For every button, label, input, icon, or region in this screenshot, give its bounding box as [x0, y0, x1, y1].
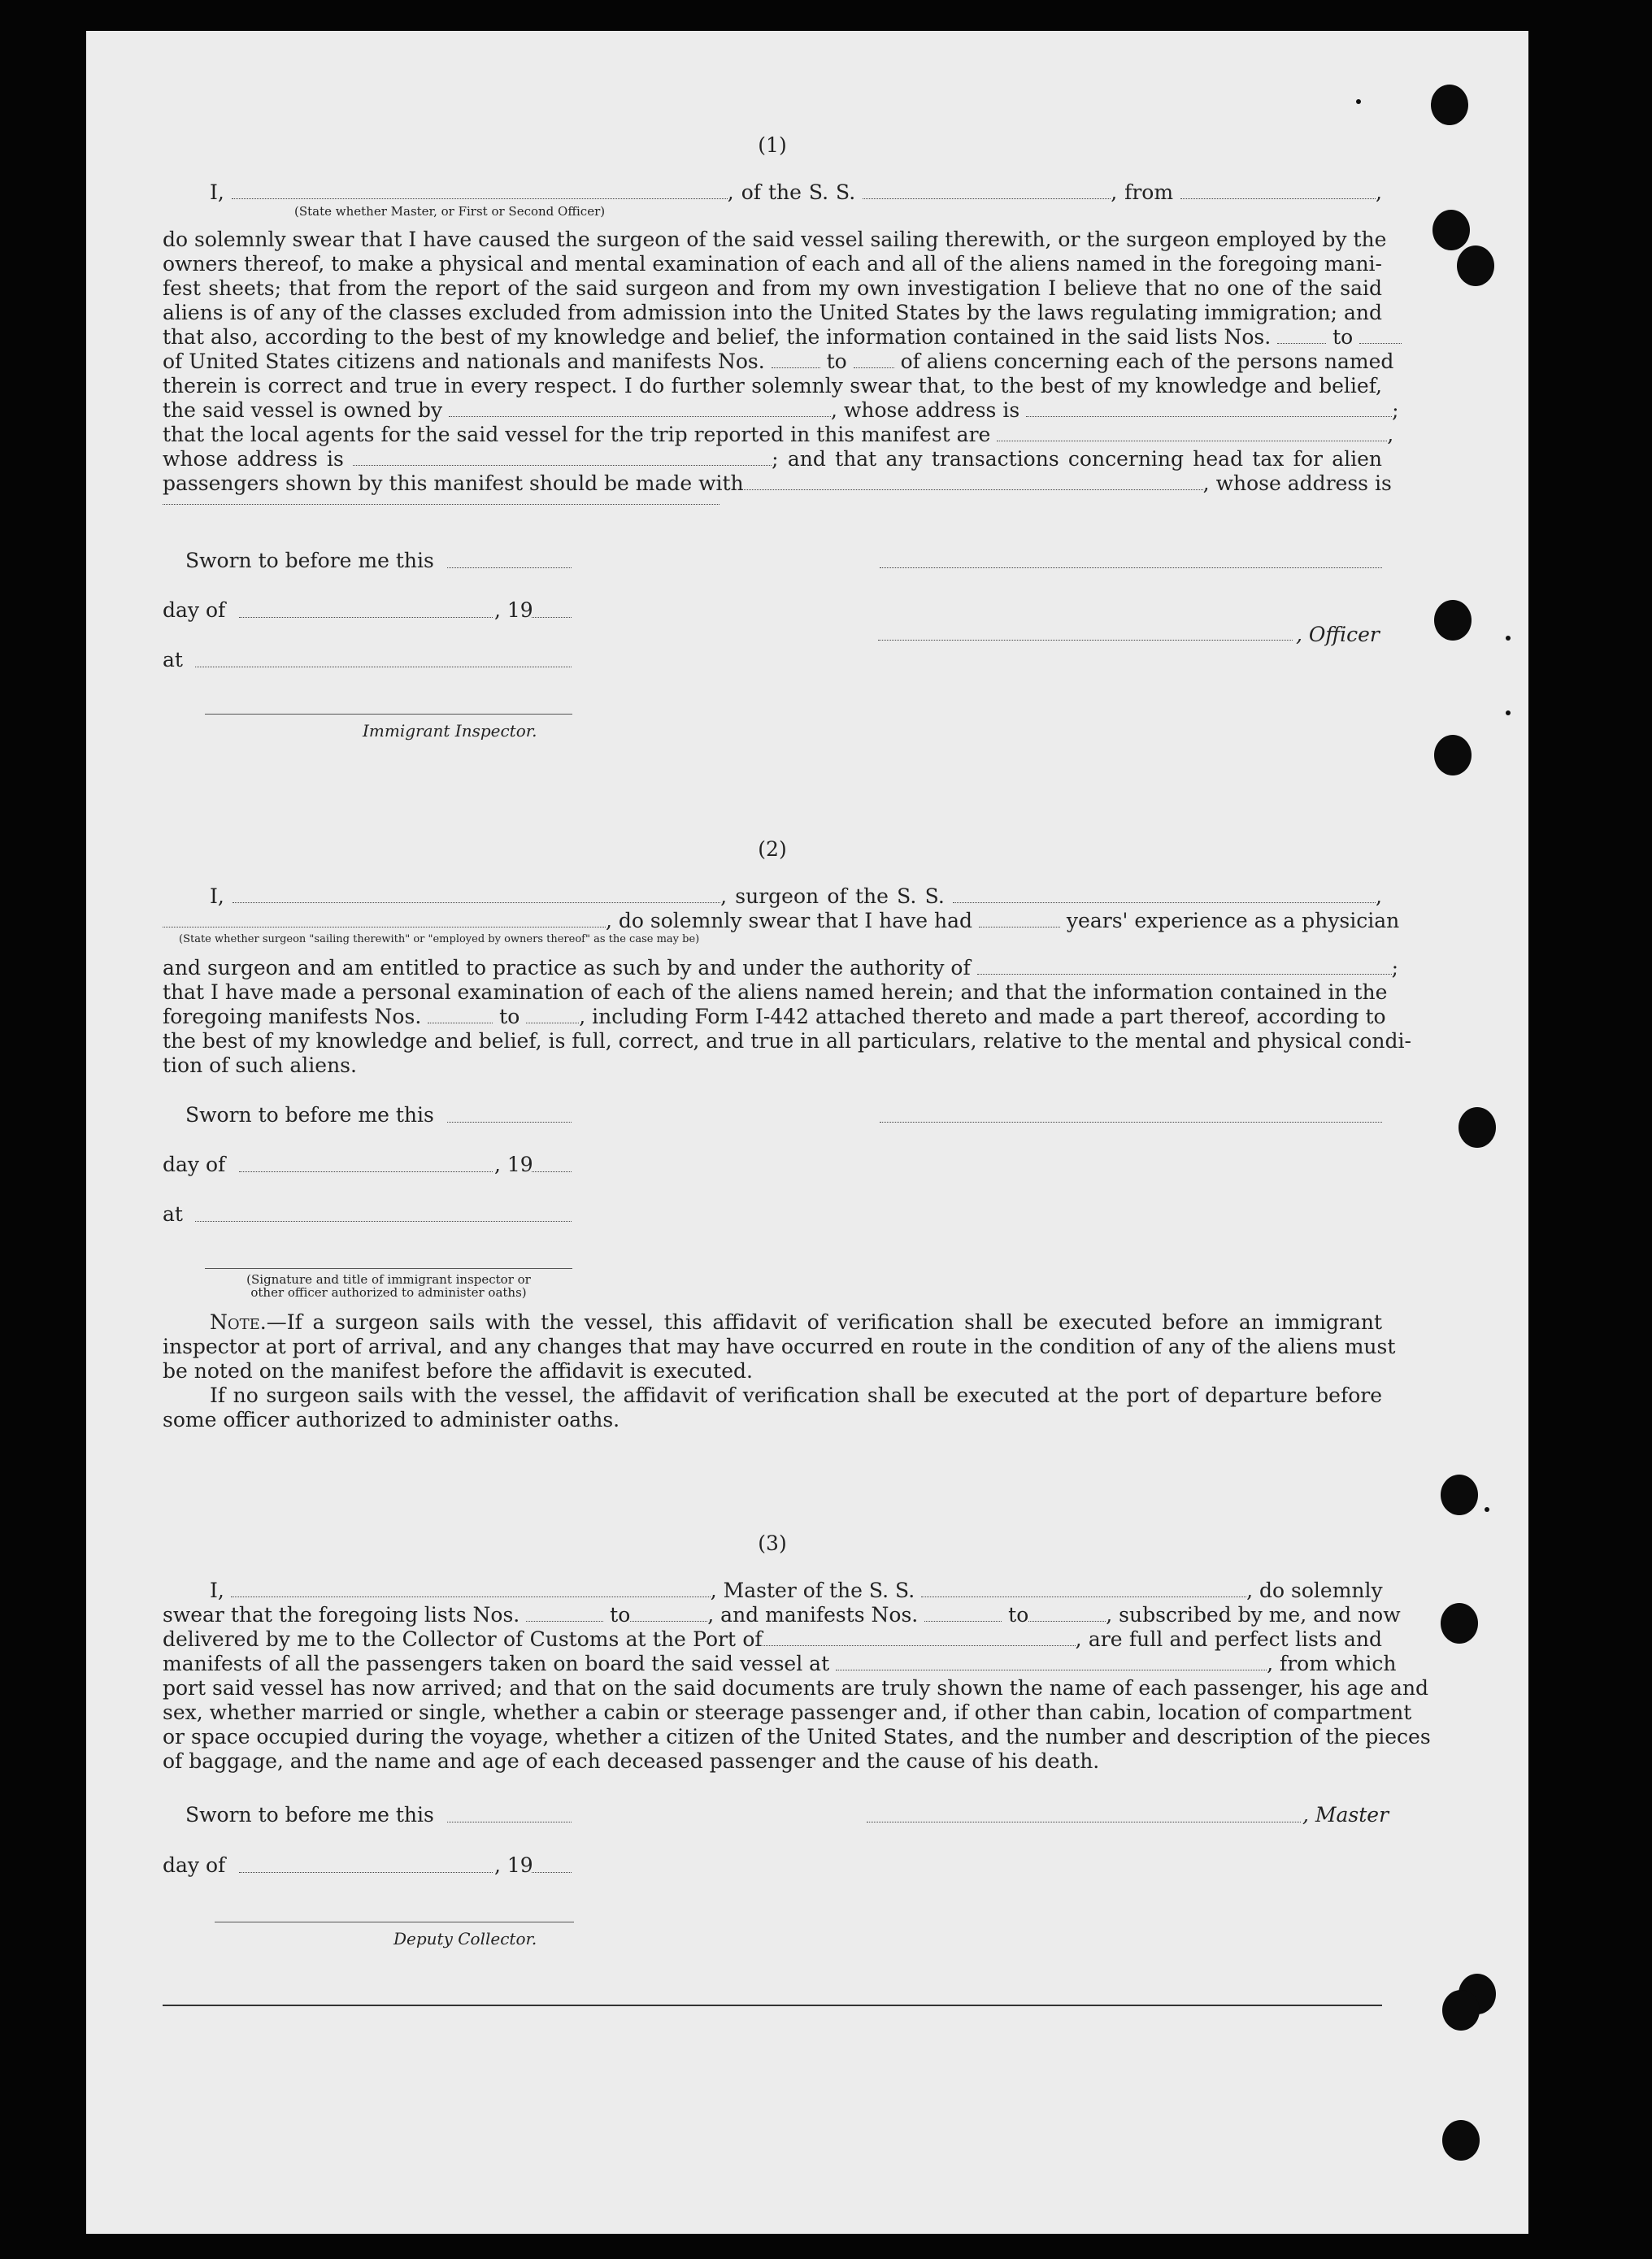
s2-sworn-label: Sworn to before me this: [185, 1103, 434, 1127]
s1-line-6: that also, according to the best of my knowledge and belief, the information contained in the said lists Nos. to: [163, 325, 1382, 350]
s1-at-label: at: [163, 648, 183, 671]
s3-sworn-field[interactable]: [447, 1820, 572, 1822]
s2-line-1: I, , surgeon of the S. S. ,: [210, 884, 1382, 908]
s2-year-label: , 19: [494, 1153, 533, 1176]
s1-at-field[interactable]: [195, 665, 572, 667]
s1-line-7: of United States citizens and nationals and manifests Nos. to of aliens concerning each of the persons named: [163, 350, 1394, 373]
s1-day-field[interactable]: [239, 615, 493, 618]
s2-year-field[interactable]: [532, 1170, 572, 1172]
s2-note-line-1: Note.—If a surgeon sails with the vessel, this affidavit of verification shall be executed before an immigrant: [210, 1310, 1382, 1334]
punch-hole: [1441, 1475, 1478, 1515]
s2-line-6: the best of my knowledge and belief, is full, correct, and true in all particulars, relative to the mental and physical condi-: [163, 1029, 1411, 1053]
punch-hole: [1441, 1603, 1478, 1644]
s2-note-line-3: be noted on the manifest before the affidavit is executed.: [163, 1359, 753, 1383]
punch-hole: [1442, 2120, 1480, 2161]
punch-hole: [1434, 735, 1472, 775]
s1-sworn-label: Sworn to before me this: [185, 549, 434, 572]
s3-day-label: day of: [163, 1853, 226, 1877]
s3-master-field[interactable]: [867, 1820, 1301, 1822]
s3-line-3: delivered by me to the Collector of Customs at the Port of , are full and perfect lists and: [163, 1627, 1382, 1651]
s1-line-12: passengers shown by this manifest should be made with , whose address is: [163, 471, 1392, 495]
s3-line-1: I, , Master of the S. S. , do solemnly: [210, 1579, 1383, 1602]
s2-line-5: foregoing manifests Nos. to , including Form I-442 attached thereto and made a part thereof, according to: [163, 1005, 1386, 1028]
s1-officer-hint: (State whether Master, or First or Second Officer): [294, 204, 606, 219]
s1-line-10: that the local agents for the said vessel for the trip reported in this manifest are ,: [163, 423, 1394, 446]
s2-line-4: that I have made a personal examination of each of the aliens named herein; and that the information contained in the: [163, 980, 1388, 1004]
s1-officer-field[interactable]: [878, 638, 1293, 641]
s2-day-label: day of: [163, 1153, 226, 1176]
s2-surgeon-hint: (State whether surgeon "sailing therewith" or "employed by owners thereof" as the case may be): [179, 933, 700, 945]
s3-year-label: , 19: [494, 1853, 533, 1877]
s1-day-label: day of: [163, 598, 226, 622]
speck: [1506, 710, 1511, 715]
s1-line-4: fest sheets; that from the report of the said surgeon and from my own investigation I believe that no one of the said: [163, 276, 1382, 300]
s1-line-3: owners thereof, to make a physical and mental examination of each and all of the aliens named in the foregoing mani-: [163, 252, 1382, 276]
s1-inspector-line: [205, 714, 572, 715]
s3-line-6: sex, whether married or single, whether a cabin or steerage passenger and, if other than cabin, location of compartment: [163, 1701, 1412, 1724]
punch-hole: [1442, 1990, 1480, 2031]
s1-line-8: therein is correct and true in every respect. I do further solemnly swear that, to the best of my knowledge and belief,: [163, 374, 1382, 397]
s1-address-field[interactable]: [163, 502, 719, 505]
s2-at-field[interactable]: [195, 1219, 572, 1222]
punch-hole: [1457, 245, 1494, 286]
s1-line-11: whose address is ; and that any transactions concerning head tax for alien: [163, 447, 1382, 471]
punch-hole: [1434, 600, 1472, 641]
punch-hole: [1431, 85, 1468, 125]
speck: [1485, 1507, 1489, 1512]
s2-signature-field[interactable]: [880, 1120, 1382, 1123]
s1-line-9: the said vessel is owned by , whose address is ;: [163, 398, 1399, 422]
s1-sworn-field[interactable]: [447, 566, 572, 568]
s3-sworn-label: Sworn to before me this: [185, 1803, 434, 1827]
section-1-number: (1): [758, 133, 787, 157]
s3-line-8: of baggage, and the name and age of each deceased passenger and the cause of his death.: [163, 1749, 1100, 1773]
s3-day-field[interactable]: [239, 1870, 493, 1873]
speck: [1356, 99, 1361, 104]
s2-signature-hint-1: (Signature and title of immigrant inspector or: [246, 1272, 531, 1287]
s2-note-line-4: If no surgeon sails with the vessel, the affidavit of verification shall be executed at the port of departure before: [210, 1384, 1382, 1407]
s2-sworn-field[interactable]: [447, 1120, 572, 1123]
s1-line-1: I, , of the S. S. , from ,: [210, 180, 1382, 204]
section-3-number: (3): [758, 1531, 787, 1555]
s2-day-field[interactable]: [239, 1170, 493, 1172]
s2-note-line-5: some officer authorized to administer oaths.: [163, 1408, 620, 1431]
s1-year-label: , 19: [494, 598, 533, 622]
s3-line-7: or space occupied during the voyage, whether a citizen of the United States, and the number and description of the pieces: [163, 1725, 1431, 1749]
s2-signature-line: [205, 1268, 572, 1269]
punch-hole: [1459, 1107, 1496, 1148]
s1-inspector-label: Immigrant Inspector.: [363, 721, 537, 741]
s2-line-3: and surgeon and am entitled to practice as such by and under the authority of ;: [163, 956, 1399, 980]
s2-at-label: at: [163, 1202, 183, 1226]
s3-year-field[interactable]: [532, 1870, 572, 1873]
s1-signature-field[interactable]: [880, 566, 1382, 568]
s1-officer-label: , Officer: [1296, 623, 1380, 646]
s2-signature-hint-2: other officer authorized to administer oaths): [250, 1285, 527, 1300]
punch-hole: [1432, 210, 1470, 250]
s3-line-4: manifests of all the passengers taken on board the said vessel at , from which: [163, 1652, 1397, 1675]
s3-collector-label: Deputy Collector.: [393, 1929, 537, 1948]
s3-master-label: , Master: [1302, 1803, 1389, 1827]
s3-line-5: port said vessel has now arrived; and that on the said documents are truly shown the name of each passenger, his age and: [163, 1676, 1429, 1700]
s3-line-2: swear that the foregoing lists Nos. to , and manifests Nos. to , subscribed by me, and now: [163, 1603, 1401, 1627]
speck: [1506, 636, 1511, 641]
s1-year-field[interactable]: [532, 615, 572, 618]
s2-note-line-2: inspector at port of arrival, and any changes that may have occurred en route in the condition of any of the aliens must: [163, 1335, 1396, 1358]
s2-line-2: , do solemnly swear that I have had years' experience as a physician: [163, 909, 1382, 934]
s1-line-2: do solemnly swear that I have caused the surgeon of the said vessel sailing therewith, or the surgeon employed by the: [163, 228, 1387, 251]
bottom-rule: [163, 2005, 1382, 2006]
s2-line-7: tion of such aliens.: [163, 1053, 357, 1077]
section-2-number: (2): [758, 837, 787, 861]
s1-line-5: aliens is of any of the classes excluded from admission into the United States by the laws regulating immigration; and: [163, 301, 1382, 324]
